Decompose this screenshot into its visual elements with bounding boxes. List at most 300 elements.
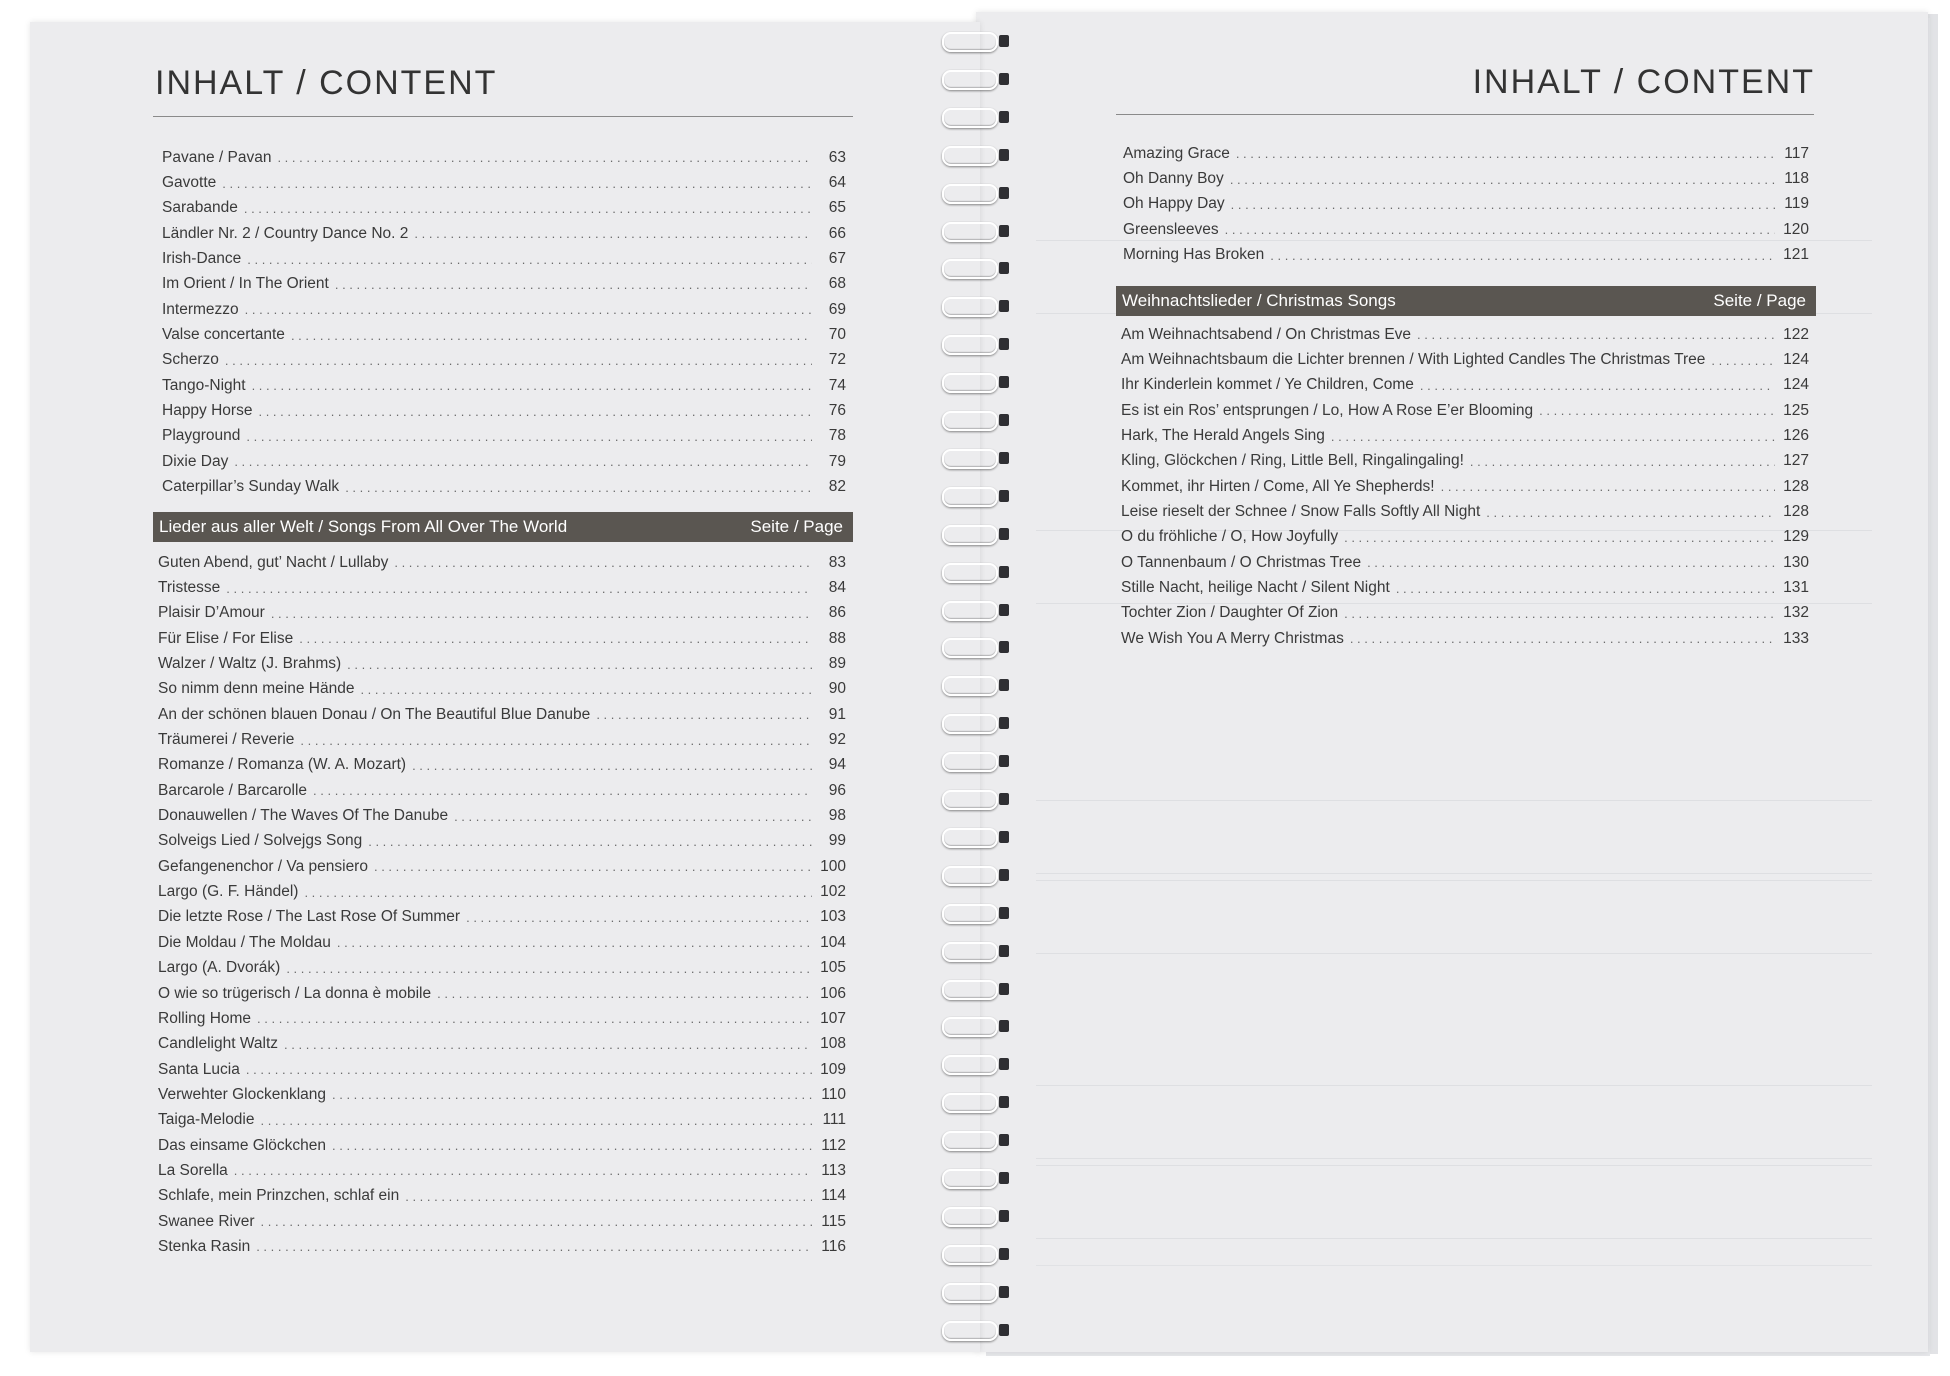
dot-leader: [394, 555, 812, 570]
dot-leader: [299, 631, 812, 646]
dot-leader: [1331, 429, 1775, 444]
toc-entry: [158, 981, 846, 1006]
toc-entry: [158, 677, 846, 702]
punch-hole: [999, 717, 1009, 729]
spiral-ring: [936, 371, 1016, 393]
toc-entry: [162, 398, 846, 423]
dot-leader: [252, 378, 812, 393]
toc-entry-title: Schlafe, mein Prinzchen, schlaf ein: [158, 1187, 400, 1205]
toc-entry-page: 115: [821, 1212, 846, 1230]
dot-leader: [1344, 530, 1775, 545]
toc-entry-title: La Sorella: [158, 1161, 228, 1179]
ring-wire: [942, 638, 998, 658]
toc-entry: [162, 322, 846, 347]
spiral-ring: [936, 447, 1016, 469]
dot-leader: [245, 302, 812, 317]
toc-entry-page: 128: [1783, 503, 1809, 521]
toc-entry-page: 118: [1784, 170, 1809, 188]
toc-entry: [1121, 398, 1809, 423]
dot-leader: [335, 277, 812, 292]
toc-entry-title: Pavane / Pavan: [162, 148, 272, 166]
dot-leader: [258, 404, 812, 419]
toc-entry-page: 104: [820, 933, 846, 951]
section-header-right: [1116, 286, 1816, 316]
toc-list-left-section: [158, 550, 846, 1260]
spiral-binding: [936, 30, 1016, 1330]
spiral-ring: [936, 30, 1016, 52]
spiral-ring: [936, 978, 1016, 1000]
dot-leader: [454, 809, 812, 824]
toc-entry: [158, 1209, 846, 1234]
toc-entry-title: Romanze / Romanza (W. A. Mozart): [158, 756, 407, 774]
toc-entry: [1121, 347, 1809, 372]
toc-entry-title: Greensleeves: [1123, 220, 1219, 238]
toc-entry-page: 84: [828, 579, 846, 597]
toc-entry-title: Intermezzo: [162, 300, 239, 318]
toc-entry-title: Largo (G. F. Händel): [158, 883, 299, 901]
punch-hole: [999, 1058, 1009, 1070]
ring-wire: [942, 828, 998, 848]
dot-leader: [286, 961, 812, 976]
toc-entry-page: 124: [1783, 376, 1809, 394]
toc-entry: [1121, 423, 1809, 448]
toc-entry-page: 133: [1783, 629, 1809, 647]
ring-wire: [942, 184, 998, 204]
punch-hole: [999, 376, 1009, 388]
toc-entry: [158, 1184, 846, 1209]
toc-entry-title: Barcarole / Barcarolle: [158, 781, 308, 799]
toc-entry-title: Die letzte Rose / The Last Rose Of Summer: [158, 908, 461, 926]
dot-leader: [1367, 555, 1775, 570]
ring-wire: [942, 108, 998, 128]
ring-wire: [942, 525, 998, 545]
toc-entry-title: Kling, Glöckchen / Ring, Little Bell, Ringalingaling!: [1121, 452, 1464, 470]
toc-entry-title: Ihr Kinderlein kommet / Ye Children, Come: [1121, 376, 1414, 394]
spiral-ring: [936, 750, 1016, 772]
punch-hole: [999, 338, 1009, 350]
toc-entry-title: Morning Has Broken: [1123, 246, 1265, 264]
toc-entry: [1121, 474, 1809, 499]
ring-wire: [942, 980, 998, 1000]
toc-entry: [1121, 499, 1809, 524]
punch-hole: [999, 793, 1009, 805]
toc-entry: [1123, 192, 1809, 217]
toc-entry: [162, 196, 846, 221]
spiral-ring: [936, 333, 1016, 355]
section-title: Weihnachtslieder / Christmas Songs: [1122, 291, 1396, 310]
toc-entry-page: 122: [1783, 325, 1809, 343]
punch-hole: [999, 983, 1009, 995]
dot-leader: [1539, 403, 1775, 418]
spiral-ring: [936, 902, 1016, 924]
dot-leader: [284, 1037, 812, 1052]
dot-leader: [1420, 378, 1775, 393]
ring-wire: [942, 1131, 998, 1151]
toc-entry-page: 106: [820, 984, 846, 1002]
toc-entry: [158, 1133, 846, 1158]
punch-hole: [999, 1134, 1009, 1146]
toc-entry-title: Caterpillar’s Sunday Walk: [162, 478, 340, 496]
toc-entry-title: Walzer / Waltz (J. Brahms): [158, 655, 342, 673]
dot-leader: [1236, 146, 1775, 161]
punch-hole: [999, 1286, 1009, 1298]
toc-entry: [158, 930, 846, 955]
toc-entry: [1123, 141, 1809, 166]
title-rule-right: [1116, 114, 1814, 115]
toc-entry-page: 120: [1783, 220, 1809, 238]
toc-entry: [162, 424, 846, 449]
punch-hole: [999, 604, 1009, 616]
punch-hole: [999, 1096, 1009, 1108]
ring-wire: [942, 1245, 998, 1265]
ring-wire: [942, 335, 998, 355]
dot-leader: [234, 454, 812, 469]
section-title: Lieder aus aller Welt / Songs From All Over The World: [159, 517, 568, 536]
toc-entry: [1123, 242, 1809, 267]
toc-entry-page: 76: [828, 402, 846, 420]
ring-wire: [942, 1093, 998, 1113]
ring-wire: [942, 601, 998, 621]
spiral-ring: [936, 940, 1016, 962]
show-through-footer: [1036, 1265, 1872, 1280]
ring-wire: [942, 790, 998, 810]
toc-entry-title: Solveigs Lied / Solvejgs Song: [158, 832, 363, 850]
toc-entry-title: Amazing Grace: [1123, 144, 1230, 162]
toc-entry: [158, 753, 846, 778]
toc-entry: [158, 1032, 846, 1057]
toc-entry-page: 65: [828, 199, 846, 217]
ring-wire: [942, 1207, 998, 1227]
toc-entry-title: Leise rieselt der Schnee / Snow Falls Softly All Night: [1121, 503, 1481, 521]
spiral-ring: [936, 523, 1016, 545]
punch-hole: [999, 414, 1009, 426]
toc-entry: [1121, 575, 1809, 600]
toc-entry: [158, 1158, 846, 1183]
toc-entry-title: Oh Happy Day: [1123, 195, 1225, 213]
ring-wire: [942, 942, 998, 962]
punch-hole: [999, 490, 1009, 502]
toc-entry-page: 83: [828, 553, 846, 571]
punch-hole: [999, 1020, 1009, 1032]
toc-entry: [162, 297, 846, 322]
toc-entry-title: Guten Abend, gut’ Nacht / Lullaby: [158, 553, 389, 571]
toc-entry-page: 111: [822, 1111, 846, 1129]
toc-entry-page: 131: [1783, 579, 1809, 597]
dot-leader: [1231, 197, 1775, 212]
toc-entry-page: 114: [821, 1187, 846, 1205]
toc-entry-title: Am Weihnachtsbaum die Lichter brennen / With Lighted Candles The Christmas Tree: [1121, 351, 1706, 369]
toc-entry: [158, 702, 846, 727]
toc-entry: [162, 272, 846, 297]
toc-entry-title: Stille Nacht, heilige Nacht / Silent Night: [1121, 579, 1390, 597]
toc-entry: [158, 854, 846, 879]
toc-entry: [158, 727, 846, 752]
dot-leader: [1396, 581, 1775, 596]
ring-wire: [942, 866, 998, 886]
toc-entry-title: Die Moldau / The Moldau: [158, 933, 331, 951]
toc-entry-page: 92: [828, 731, 846, 749]
toc-entry: [1123, 166, 1809, 191]
toc-entry-title: Plaisir D’Amour: [158, 604, 265, 622]
toc-entry-title: Donauwellen / The Waves Of The Danube: [158, 807, 449, 825]
toc-entry-title: Largo (A. Dvorák): [158, 959, 281, 977]
punch-hole: [999, 566, 1009, 578]
spiral-ring: [936, 106, 1016, 128]
show-through-staff: [1036, 1085, 1872, 1159]
toc-entry-title: Verwehter Glockenklang: [158, 1085, 327, 1103]
toc-entry: [1121, 322, 1809, 347]
dot-leader: [226, 581, 812, 596]
punch-hole: [999, 111, 1009, 123]
punch-hole: [999, 945, 1009, 957]
toc-entry: [158, 626, 846, 651]
toc-entry-title: Am Weihnachtsabend / On Christmas Eve: [1121, 325, 1412, 343]
toc-entry-title: Scherzo: [162, 351, 219, 369]
toc-entry-title: An der schönen blauen Donau / On The Beautiful Blue Danube: [158, 705, 591, 723]
dot-leader: [337, 935, 812, 950]
dot-leader: [1441, 479, 1775, 494]
punch-hole: [999, 831, 1009, 843]
toc-entry-page: 128: [1783, 477, 1809, 495]
dot-leader: [466, 910, 812, 925]
toc-entry: [158, 1234, 846, 1259]
toc-entry-title: O wie so trügerisch / La donna è mobile: [158, 984, 432, 1002]
ring-wire: [942, 1283, 998, 1303]
toc-entry: [158, 550, 846, 575]
toc-entry: [1121, 525, 1809, 550]
dot-leader: [246, 1062, 812, 1077]
page-title-right: INHALT / CONTENT: [1472, 63, 1815, 101]
dot-leader: [1350, 631, 1775, 646]
toc-entry-title: O du fröhliche / O, How Joyfully: [1121, 528, 1339, 546]
toc-entry: [158, 905, 846, 930]
spiral-ring: [936, 257, 1016, 279]
dot-leader: [360, 682, 812, 697]
spiral-ring: [936, 674, 1016, 696]
punch-hole: [999, 528, 1009, 540]
title-rule-left: [153, 116, 853, 117]
dot-leader: [300, 733, 812, 748]
toc-entry-page: 74: [828, 376, 846, 394]
dot-leader: [405, 1189, 812, 1204]
toc-entry: [158, 1006, 846, 1031]
dot-leader: [1486, 505, 1775, 520]
toc-entry-page: 130: [1783, 553, 1809, 571]
toc-entry-page: 96: [828, 781, 846, 799]
ring-wire: [942, 1017, 998, 1037]
toc-entry: [1121, 626, 1809, 651]
dot-leader: [1711, 353, 1775, 368]
toc-entry: [158, 829, 846, 854]
dot-leader: [1270, 248, 1775, 263]
spiral-ring: [936, 1053, 1016, 1075]
punch-hole: [999, 300, 1009, 312]
toc-entry-title: We Wish You A Merry Christmas: [1121, 629, 1344, 647]
toc-entry-title: Valse concertante: [162, 326, 285, 344]
punch-hole: [999, 1248, 1009, 1260]
dot-leader: [1417, 327, 1775, 342]
toc-entry-title: Gefangenenchor / Va pensiero: [158, 857, 368, 875]
toc-entry-page: 109: [820, 1060, 846, 1078]
toc-entry-title: Tristesse: [158, 579, 221, 597]
dot-leader: [596, 707, 812, 722]
toc-entry-page: 64: [828, 174, 846, 192]
dot-leader: [271, 606, 812, 621]
dot-leader: [1225, 222, 1775, 237]
toc-entry-page: 94: [828, 756, 846, 774]
toc-entry: [162, 449, 846, 474]
ring-wire: [942, 563, 998, 583]
toc-entry-title: Tochter Zion / Daughter Of Zion: [1121, 604, 1339, 622]
ring-wire: [942, 259, 998, 279]
dot-leader: [347, 657, 812, 672]
punch-hole: [999, 1172, 1009, 1184]
toc-entry: [1121, 601, 1809, 626]
toc-entry-title: So nimm denn meine Hände: [158, 680, 355, 698]
ring-wire: [942, 297, 998, 317]
dot-leader: [257, 1011, 812, 1026]
toc-entry: [162, 170, 846, 195]
ring-wire: [942, 1055, 998, 1075]
spiral-ring: [936, 144, 1016, 166]
toc-entry: [158, 1108, 846, 1133]
toc-entry: [162, 221, 846, 246]
toc-list-right-top: [1123, 141, 1809, 268]
punch-hole: [999, 149, 1009, 161]
toc-entry: [158, 601, 846, 626]
spiral-ring: [936, 1319, 1016, 1341]
dot-leader: [345, 480, 812, 495]
toc-entry-page: 121: [1783, 246, 1809, 264]
ring-wire: [942, 1321, 998, 1341]
punch-hole: [999, 225, 1009, 237]
toc-entry-page: 70: [828, 326, 846, 344]
toc-entry-page: 100: [820, 857, 846, 875]
toc-entry-page: 126: [1783, 427, 1809, 445]
ring-wire: [942, 222, 998, 242]
spiral-ring: [936, 220, 1016, 242]
show-through-staff: [1036, 1165, 1872, 1239]
punch-hole: [999, 641, 1009, 653]
punch-hole: [999, 1210, 1009, 1222]
toc-entry: [1123, 217, 1809, 242]
toc-entry: [1121, 449, 1809, 474]
toc-entry-page: 116: [821, 1237, 846, 1255]
toc-entry-page: 86: [828, 604, 846, 622]
dot-leader: [332, 1138, 812, 1153]
toc-entry-page: 105: [820, 959, 846, 977]
spiral-ring: [936, 1129, 1016, 1151]
toc-entry-title: Tango-Night: [162, 376, 246, 394]
toc-entry-page: 63: [828, 148, 846, 166]
spiral-ring: [936, 68, 1016, 90]
dot-leader: [1230, 172, 1775, 187]
dot-leader: [1470, 454, 1775, 469]
ring-wire: [942, 70, 998, 90]
toc-entry-title: Oh Danny Boy: [1123, 170, 1224, 188]
dot-leader: [256, 1239, 812, 1254]
spiral-ring: [936, 1243, 1016, 1265]
toc-entry-title: Swanee River: [158, 1212, 255, 1230]
spiral-ring: [936, 599, 1016, 621]
toc-entry: [162, 474, 846, 499]
spiral-ring: [936, 864, 1016, 886]
toc-entry-title: Im Orient / In The Orient: [162, 275, 329, 293]
toc-entry-title: Für Elise / For Elise: [158, 629, 294, 647]
dot-leader: [222, 176, 812, 191]
show-through-staff: [1036, 880, 1872, 954]
toc-entry-title: Playground: [162, 427, 241, 445]
toc-entry: [158, 956, 846, 981]
toc-entry-title: Ländler Nr. 2 / Country Dance No. 2: [162, 224, 409, 242]
dot-leader: [234, 1163, 812, 1178]
spiral-ring: [936, 1167, 1016, 1189]
ring-wire: [942, 1169, 998, 1189]
toc-entry-title: Das einsame Glöckchen: [158, 1136, 326, 1154]
punch-hole: [999, 755, 1009, 767]
toc-entry-title: Candlelight Waltz: [158, 1035, 279, 1053]
dot-leader: [261, 1113, 813, 1128]
dot-leader: [368, 834, 812, 849]
toc-entry-title: Hark, The Herald Angels Sing: [1121, 427, 1325, 445]
toc-entry-page: 132: [1783, 604, 1809, 622]
toc-entry-title: Es ist ein Ros’ entsprungen / Lo, How A Rose E’er Blooming: [1121, 401, 1534, 419]
ring-wire: [942, 32, 998, 52]
toc-entry-title: Rolling Home: [158, 1009, 252, 1027]
spiral-ring: [936, 1091, 1016, 1113]
ring-wire: [942, 714, 998, 734]
dot-leader: [277, 150, 812, 165]
toc-list-left-top: [162, 145, 846, 500]
dot-leader: [225, 353, 812, 368]
punch-hole: [999, 679, 1009, 691]
show-through-staff: [1036, 800, 1872, 874]
spiral-ring: [936, 712, 1016, 734]
ring-wire: [942, 487, 998, 507]
ring-wire: [942, 146, 998, 166]
dot-leader: [244, 201, 812, 216]
toc-entry-page: 67: [828, 250, 846, 268]
toc-entry: [1121, 373, 1809, 398]
punch-hole: [999, 73, 1009, 85]
section-page-label: Seite / Page: [1713, 291, 1806, 310]
toc-entry-page: 79: [828, 452, 846, 470]
toc-entry-title: Santa Lucia: [158, 1060, 240, 1078]
toc-entry-title: Träumerei / Reverie: [158, 731, 295, 749]
spiral-ring: [936, 295, 1016, 317]
toc-entry: [162, 246, 846, 271]
toc-entry-page: 112: [821, 1136, 846, 1154]
ring-wire: [942, 449, 998, 469]
toc-entry-page: 91: [828, 705, 846, 723]
ring-wire: [942, 904, 998, 924]
punch-hole: [999, 35, 1009, 47]
toc-entry-page: 68: [828, 275, 846, 293]
toc-entry: [162, 348, 846, 373]
toc-entry: [158, 575, 846, 600]
spiral-ring: [936, 1015, 1016, 1037]
toc-entry-page: 66: [828, 224, 846, 242]
toc-entry-page: 89: [828, 655, 846, 673]
toc-entry-page: 119: [1784, 195, 1809, 213]
toc-entry-title: Happy Horse: [162, 402, 253, 420]
toc-entry-title: Taiga-Melodie: [158, 1111, 255, 1129]
punch-hole: [999, 1324, 1009, 1336]
ring-wire: [942, 373, 998, 393]
spiral-ring: [936, 788, 1016, 810]
toc-entry: [158, 1057, 846, 1082]
toc-entry: [158, 778, 846, 803]
